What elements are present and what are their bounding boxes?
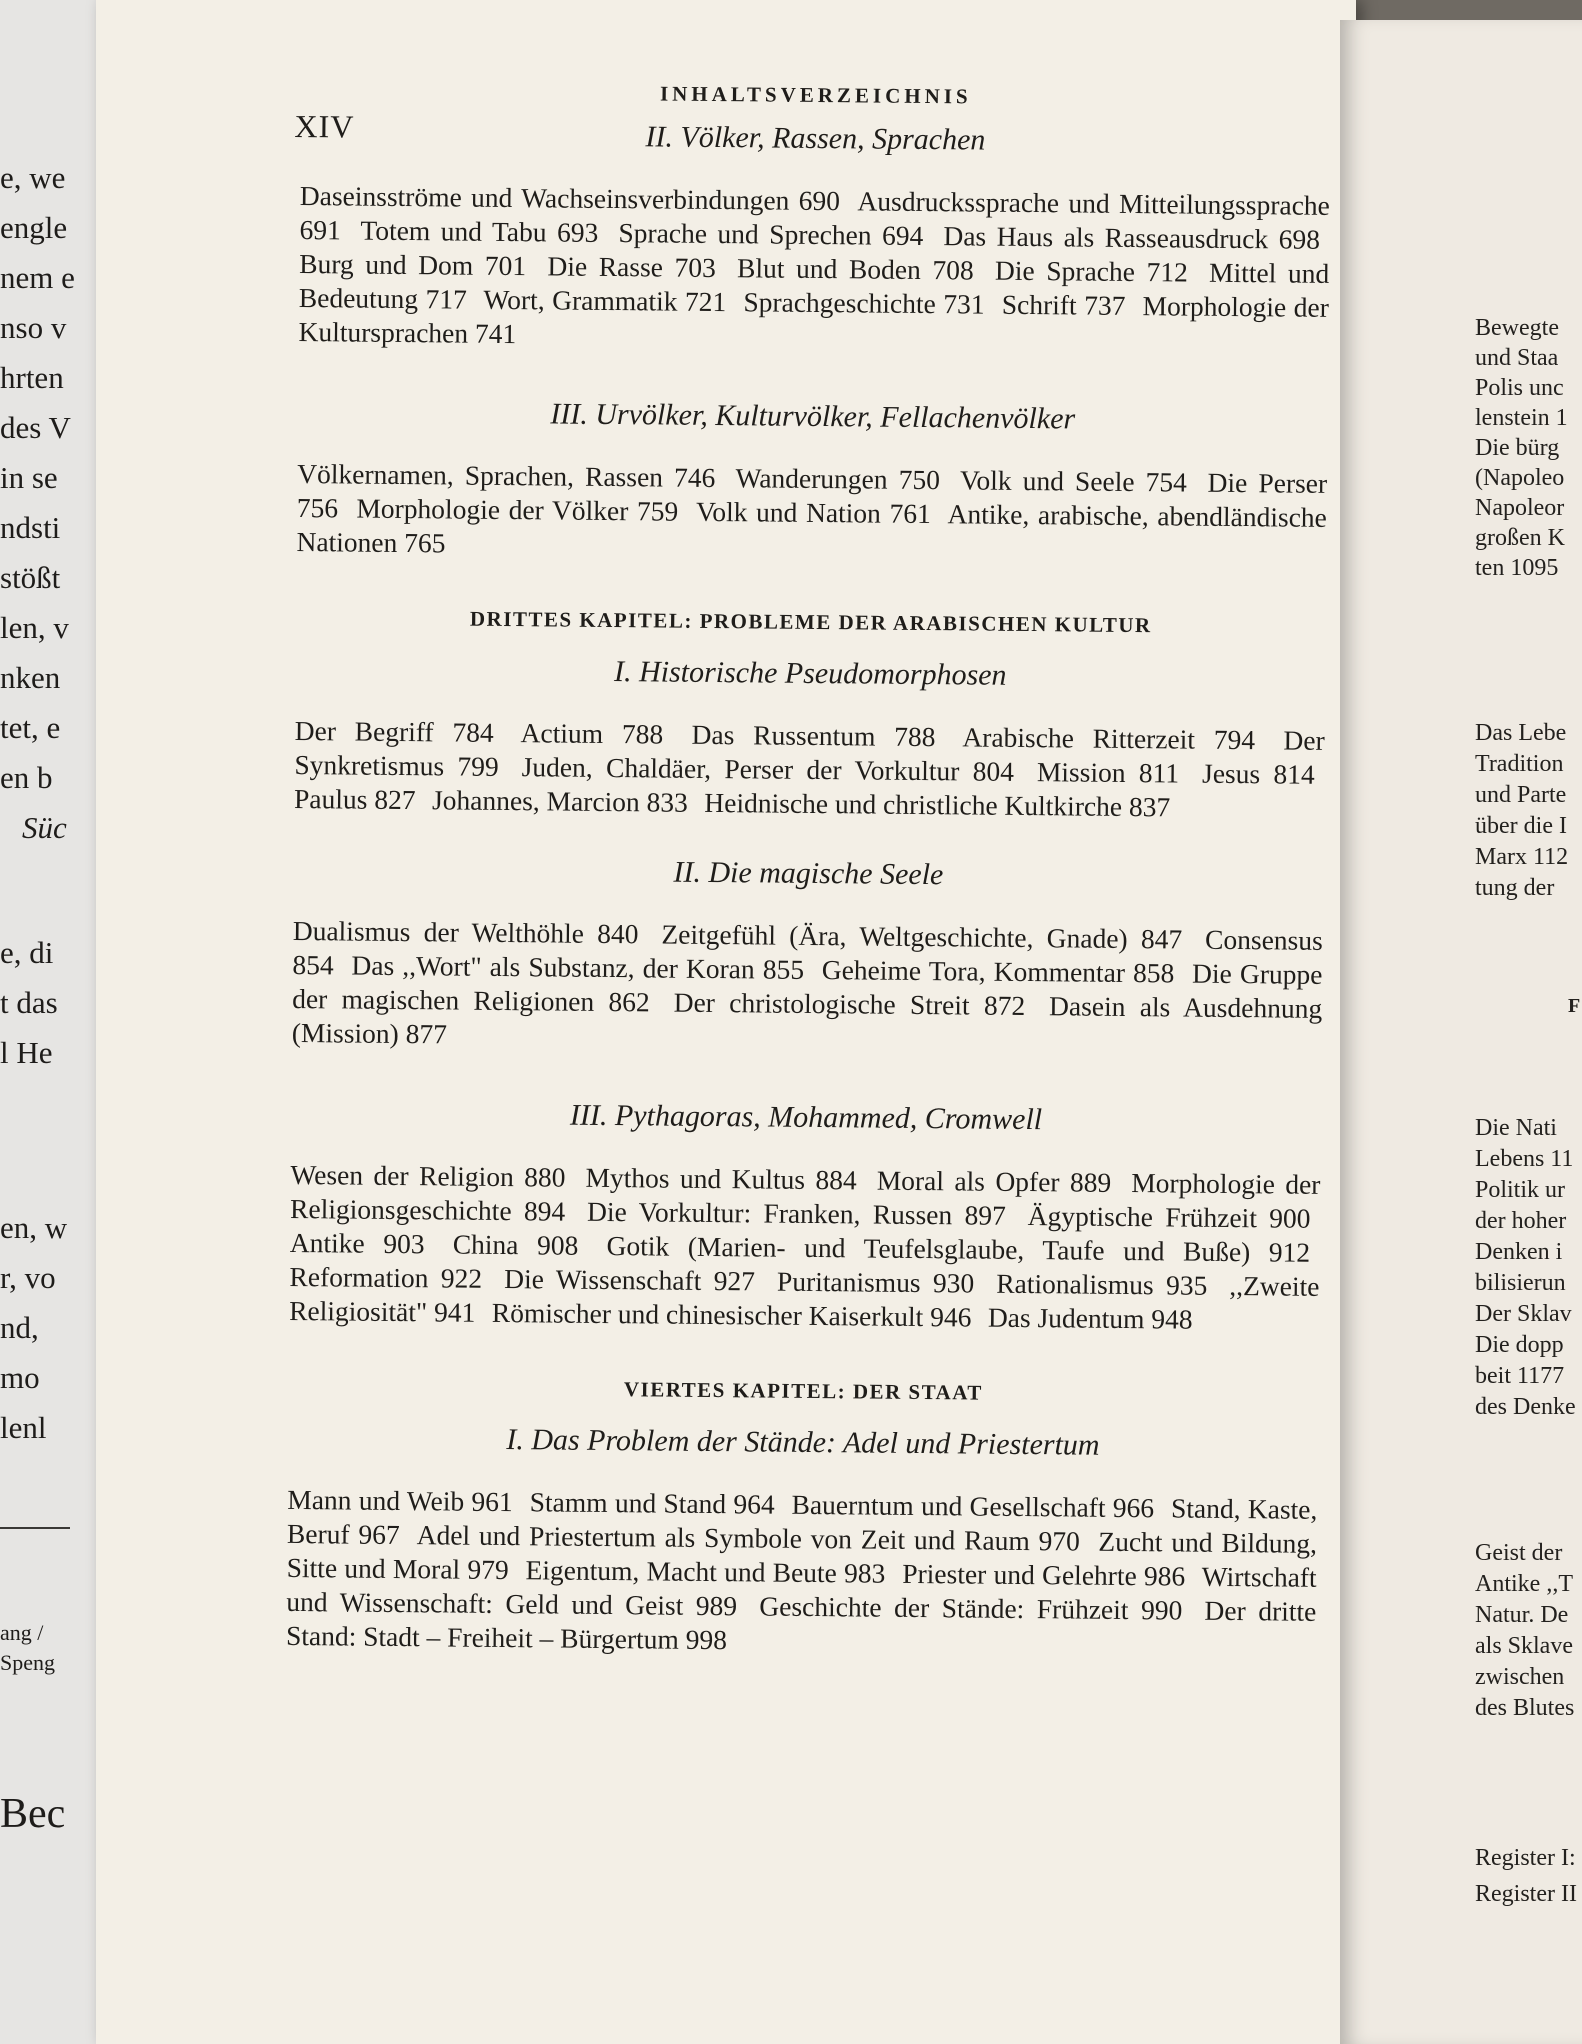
toc-entry: Wanderungen 750	[735, 462, 941, 496]
left-page-text-fragment: lenl	[0, 1410, 47, 1445]
toc-entry: Die Vorkultur: Franken, Russen 897	[586, 1195, 1006, 1231]
section-entries	[294, 714, 1325, 826]
chapter-heading: DRITTES KAPITEL: PROBLEME DER ARABISCHEN KULTUR	[469, 606, 1152, 638]
right-page-text-fragment: Natur. De	[1475, 1602, 1569, 1628]
left-page-text-fragment: des V	[0, 410, 71, 445]
section-entries	[289, 1158, 1321, 1338]
right-page-text-fragment: lenstein 1	[1475, 405, 1568, 431]
toc-entry: Mittel und Bedeutung 717	[298, 256, 1330, 315]
section-heading: III. Pythagoras, Mohammed, Cromwell	[569, 1098, 1043, 1137]
toc-entry: Die Gruppe der magischen Religionen 862	[292, 957, 1323, 1018]
toc-entry: Burg und Dom 701	[299, 247, 527, 282]
toc-entry: Römischer und chinesischer Kaiserkult 946	[491, 1296, 972, 1333]
left-page-text-fragment: len, v	[0, 610, 69, 645]
toc-entry: Volk und Nation 761	[695, 495, 931, 530]
right-page-heading-fragment: F	[1568, 995, 1581, 1017]
right-page-text-fragment: großen K	[1475, 525, 1565, 551]
toc-entry: Mission 811	[1036, 756, 1180, 789]
left-page-footnote-fragment: Speng	[0, 1650, 55, 1675]
toc-entry: Die Perser 756	[296, 466, 1328, 524]
toc-blocks	[286, 117, 1331, 1663]
toc-entry: Die Wissenschaft 927	[504, 1263, 756, 1297]
right-page-text-fragment: (Napoleo	[1475, 465, 1565, 491]
toc-entry: Der dritte Stand: Stadt – Freiheit – Bürgertum 998	[285, 1594, 1317, 1656]
toc-entry: Ausdruckssprache und Mitteilungssprache 691	[299, 185, 1330, 246]
right-page-text-fragment: Der Sklav	[1475, 1301, 1572, 1327]
right-page-text-fragment: Napoleor	[1475, 495, 1565, 521]
toc-entry: Ägyptische Frühzeit 900	[1027, 1200, 1311, 1234]
right-page-text-fragment: Die Nati	[1475, 1115, 1557, 1141]
left-page-text-fragment: hrten	[0, 360, 64, 395]
left-page-text-fragment: mo	[0, 1360, 40, 1395]
toc-entry: Eigentum, Macht und Beute 983	[525, 1554, 886, 1589]
toc-entry: Sprache und Sprechen 694	[618, 217, 924, 251]
right-page-text-fragment: Geist der	[1475, 1540, 1563, 1566]
toc-entry: ,,Zweite Religiosität" 941	[289, 1269, 1320, 1328]
toc-entry: Paulus 827	[293, 782, 416, 816]
page-number: XIV	[294, 107, 355, 145]
toc-entry: Das Haus als Rasseausdruck 698	[943, 220, 1321, 255]
left-page-text-fragment: en, w	[0, 1210, 68, 1245]
toc-entry: China 908	[452, 1228, 579, 1261]
toc-entry: Priester und Gelehrte 986	[902, 1557, 1186, 1592]
toc-entry: Wirtschaft und Wissenschaft: Geld und Geist 989	[286, 1560, 1317, 1622]
toc-entry: Schrift 737	[1001, 288, 1126, 321]
chapter-heading: VIERTES KAPITEL: DER STAAT	[623, 1377, 984, 1405]
right-page-text-fragment: über die I	[1475, 813, 1567, 839]
toc-entry: Der christologische Streit 872	[673, 986, 1026, 1021]
right-page-text-fragment: und Parte	[1475, 782, 1567, 808]
right-page-text-fragment: Die dopp	[1475, 1332, 1564, 1358]
toc-entry: Wort, Grammatik 721	[483, 283, 727, 318]
section-heading: II. Die magische Seele	[673, 855, 944, 892]
toc-entry: Johannes, Marcion 833	[431, 784, 689, 818]
left-page-text-fragment: nso v	[0, 310, 67, 345]
right-page-text-fragment: Denken i	[1475, 1239, 1563, 1265]
left-page-text-fragment: nem e	[0, 260, 75, 295]
toc-entry: Die Sprache 712	[994, 254, 1188, 288]
section-heading: I. Historische Pseudomorphosen	[613, 655, 1007, 692]
section-entries	[296, 457, 1327, 569]
toc-entry: Mythos und Kultus 884	[585, 1161, 857, 1196]
left-page-text-fragment: e, we	[0, 160, 66, 195]
section-entries	[292, 914, 1323, 1060]
right-page-text-fragment: Die bürg	[1475, 435, 1560, 461]
table-of-contents	[286, 78, 1331, 1699]
right-page-text-fragment: tung der	[1475, 875, 1555, 901]
toc-entry: Das Judentum 948	[987, 1301, 1193, 1335]
left-page-text-fragment: nken	[0, 660, 61, 695]
right-page-text-fragment: Politik ur	[1475, 1177, 1566, 1203]
toc-entry: Rationalismus 935	[996, 1267, 1208, 1301]
right-page-text-fragment: der hoher	[1475, 1208, 1567, 1234]
right-page-text-fragment: Register I:	[1475, 1845, 1576, 1871]
left-page-footnote-fragment: ang /	[0, 1620, 44, 1645]
toc-entry: Sprachgeschichte 731	[743, 286, 985, 320]
left-page-footnote-rule	[0, 1527, 70, 1529]
toc-entry: Moral als Opfer 889	[876, 1164, 1112, 1198]
left-page-text-fragment: e, di	[0, 935, 54, 970]
right-page-text-fragment: beit 1177	[1475, 1363, 1565, 1389]
right-page-text-fragment: Tradition	[1475, 751, 1564, 777]
toc-entry: Antike, arabische, abendländische Nationen 765	[296, 498, 1327, 559]
right-page-text-fragment: Register II	[1475, 1881, 1577, 1907]
main-page	[96, 0, 1356, 2044]
right-page-text-fragment: zwischen	[1475, 1664, 1565, 1690]
toc-entry: Dasein als Ausdehnung (Mission) 877	[291, 990, 1323, 1050]
toc-entry: Stand, Kaste, Beruf 967	[286, 1492, 1318, 1551]
right-page-text-fragment: bilisierun	[1475, 1270, 1566, 1296]
toc-entry: Stamm und Stand 964	[529, 1486, 775, 1520]
toc-entry: Antike 903	[289, 1226, 425, 1260]
toc-entry: Jesus 814	[1201, 757, 1315, 790]
left-page-text-fragment: r, vo	[0, 1260, 56, 1295]
section-entries	[298, 179, 1330, 359]
left-page-text-fragment: Süc	[22, 810, 67, 845]
left-page-text-fragment: en b	[0, 760, 53, 795]
right-page-text-fragment: des Denke	[1475, 1394, 1576, 1420]
toc-entry: Reformation 922	[289, 1260, 483, 1294]
toc-entry: Bauerntum und Gesellschaft 966	[791, 1488, 1155, 1524]
left-page-text-fragment: in se	[0, 460, 58, 495]
left-page-text-fragment: engle	[0, 210, 68, 245]
toc-entry: Morphologie der Völker 759	[356, 492, 679, 527]
toc-entry: Consensus 854	[292, 923, 1323, 981]
left-page-text-fragment: nd,	[0, 1310, 39, 1345]
section-heading: II. Völker, Rassen, Sprachen	[645, 120, 986, 157]
toc-entry: Volk und Seele 754	[959, 464, 1188, 498]
right-page-text-fragment: des Blutes	[1475, 1695, 1575, 1721]
section-entries	[286, 1483, 1318, 1663]
left-adjacent-page	[0, 0, 96, 2044]
toc-entry: Das Russentum 788	[691, 718, 936, 753]
toc-entry: Adel und Priestertum als Symbole von Zeit und Raum 970	[416, 1519, 1081, 1557]
running-head: INHALTSVERZEICHNIS	[659, 81, 972, 109]
toc-entry: Daseinsströme und Wachseinsverbindungen 690	[299, 179, 841, 217]
toc-entry: Dualismus der Welthöhle 840	[292, 914, 639, 950]
section-heading: III. Urvölker, Kulturvölker, Fellachenvölker	[550, 397, 1076, 436]
toc-entry: Morphologie der Religionsgeschichte 894	[289, 1167, 1321, 1227]
section-heading: I. Das Problem der Stände: Adel und Priestertum	[506, 1423, 1100, 1462]
left-page-footer-fragment: Bec	[0, 1791, 66, 1837]
right-page-text-fragment: Antike ,,T	[1475, 1571, 1573, 1597]
right-page-text-fragment: Lebens 11	[1475, 1146, 1574, 1172]
right-page-text-fragment: Marx 112	[1475, 844, 1569, 870]
left-page-text-fragment: t das	[0, 985, 58, 1020]
toc-entry: Der Synkretismus 799	[294, 724, 1325, 782]
left-page-text-fragment: l He	[0, 1035, 53, 1070]
toc-entry: Morphologie der Kultursprachen 741	[298, 290, 1329, 350]
toc-entry: Geschichte der Stände: Frühzeit 990	[759, 1590, 1183, 1626]
toc-entry: Wesen der Religion 880	[290, 1158, 566, 1193]
toc-entry: Das ,,Wort" als Substanz, der Koran 855	[351, 949, 805, 985]
toc-entry: Blut und Boden 708	[736, 252, 974, 286]
toc-entry: Arabische Ritterzeit 794	[962, 721, 1256, 756]
toc-entry: Heidnische und christliche Kultkirche 837	[704, 786, 1171, 823]
toc-entry: Gotik (Marien- und Teufelsglaube, Taufe und Buße) 912	[606, 1229, 1311, 1268]
left-page-text-fragment: tet, e	[0, 710, 61, 745]
toc-entry: Geheime Tora, Kommentar 858	[821, 954, 1175, 989]
toc-entry: Zucht und Bildung, Sitte und Moral 979	[286, 1525, 1318, 1586]
right-page-text-fragment: ten 1095	[1475, 555, 1559, 581]
toc-entry: Juden, Chaldäer, Perser der Vorkultur 804	[521, 751, 1015, 787]
toc-entry: Totem und Tabu 693	[360, 214, 599, 248]
right-page-text-fragment: als Sklave	[1475, 1633, 1573, 1659]
right-adjacent-page	[1340, 20, 1582, 2044]
toc-entry: Völkernamen, Sprachen, Rassen 746	[297, 457, 716, 493]
toc-entry: Puritanismus 930	[776, 1265, 975, 1299]
toc-entry: Zeitgefühl (Ära, Weltgeschichte, Gnade) 847	[661, 918, 1183, 955]
right-page-text-fragment: Das Lebe	[1475, 720, 1567, 746]
toc-entry: Der Begriff 784	[294, 714, 494, 748]
left-page-text-fragment: stößt	[0, 560, 61, 595]
right-page-text-fragment: Bewegte	[1475, 315, 1559, 341]
left-page-text-fragment: ndsti	[0, 510, 61, 545]
right-page-text-fragment: Polis unc	[1475, 375, 1564, 401]
toc-entry: Die Rasse 703	[547, 250, 716, 283]
right-page-text-fragment: und Staa	[1475, 345, 1559, 371]
toc-entry: Mann und Weib 961	[287, 1483, 513, 1518]
toc-entry: Actium 788	[520, 717, 664, 750]
